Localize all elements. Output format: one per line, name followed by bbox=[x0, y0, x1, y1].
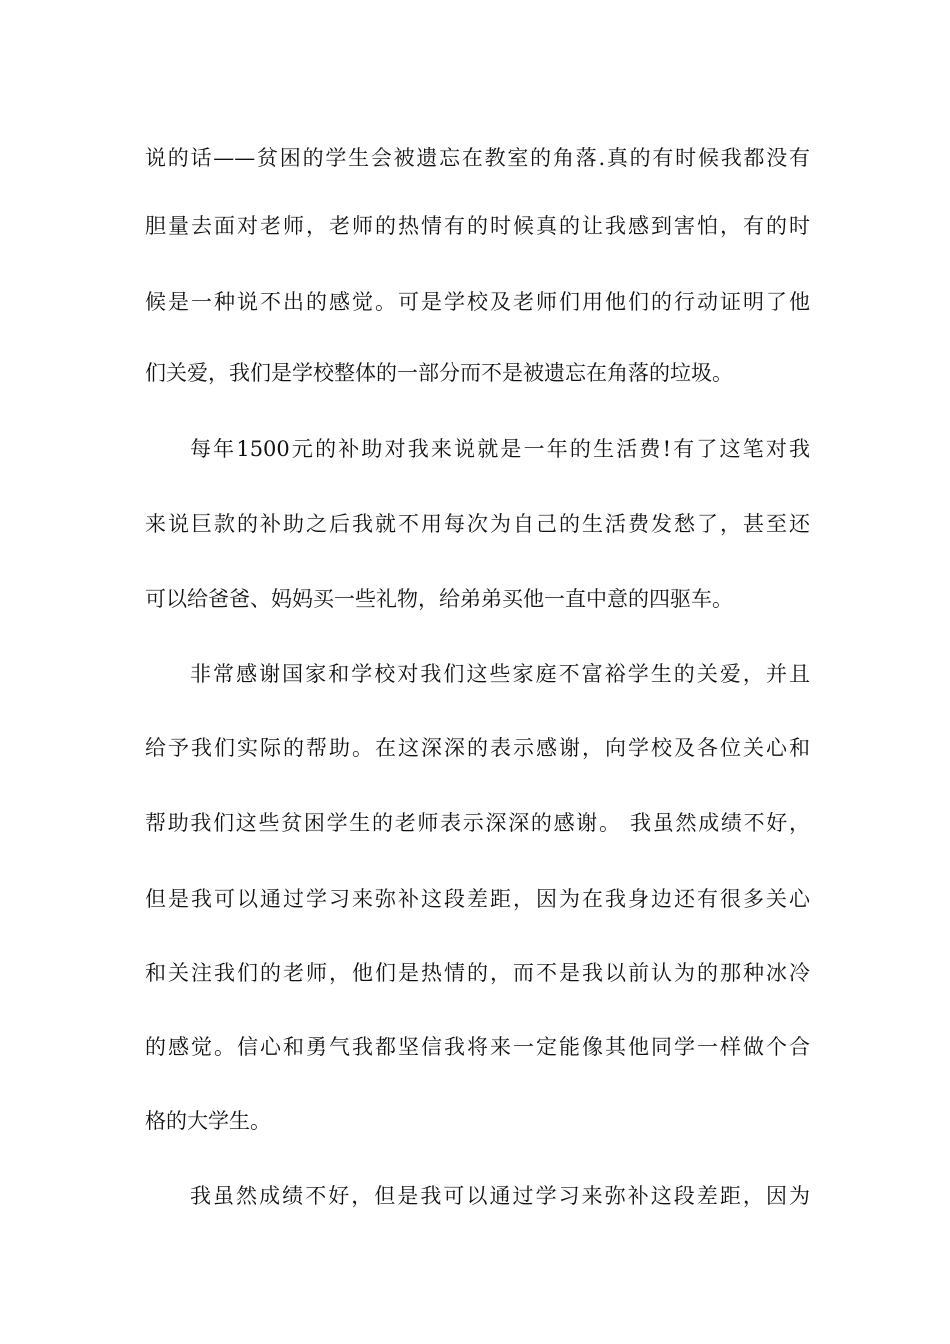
text-line: 的感觉。信心和勇气我都坚信我将来一定能像其他同学一样做个合 bbox=[145, 1035, 810, 1059]
text-line: 格的大学生。 bbox=[145, 1109, 271, 1133]
text-line: 们关爱，我们是学校整体的一部分而不是被遗忘在角落的垃圾。 bbox=[145, 361, 733, 385]
text-line: 和关注我们的老师，他们是热情的，而不是我以前认为的那种冰冷 bbox=[145, 961, 810, 985]
text-line: 可以给爸爸、妈妈买一些礼物，给弟弟买他一直中意的四驱车。 bbox=[145, 587, 733, 611]
text-line: 给予我们实际的帮助。在这深深的表示感谢，向学校及各位关心和 bbox=[145, 736, 810, 760]
text-line: 候是一种说不出的感觉。可是学校及老师们用他们的行动证明了他 bbox=[145, 290, 810, 314]
text-line: 胆量去面对老师，老师的热情有的时候真的让我感到害怕，有的时 bbox=[145, 214, 810, 238]
text-line: 但是我可以通过学习来弥补这段差距，因为在我身边还有很多关心 bbox=[145, 887, 810, 911]
paragraph-first-line: 我虽然成绩不好，但是我可以通过学习来弥补这段差距，因为 bbox=[190, 1184, 810, 1208]
paragraph-first-line: 非常感谢国家和学校对我们这些家庭不富裕学生的关爱，并且 bbox=[190, 662, 810, 686]
text-line: 来说巨款的补助之后我就不用每次为自己的生活费发愁了，甚至还 bbox=[145, 512, 810, 536]
text-line: 说的话——贫困的学生会被遗忘在教室的角落.真的有时候我都没有 bbox=[145, 146, 810, 170]
paragraph-first-line: 每年1500元的补助对我来说就是一年的生活费!有了这笔对我 bbox=[190, 437, 810, 461]
text-line: 帮助我们这些贫困学生的老师表示深深的感谢。 我虽然成绩不好， bbox=[145, 811, 810, 835]
